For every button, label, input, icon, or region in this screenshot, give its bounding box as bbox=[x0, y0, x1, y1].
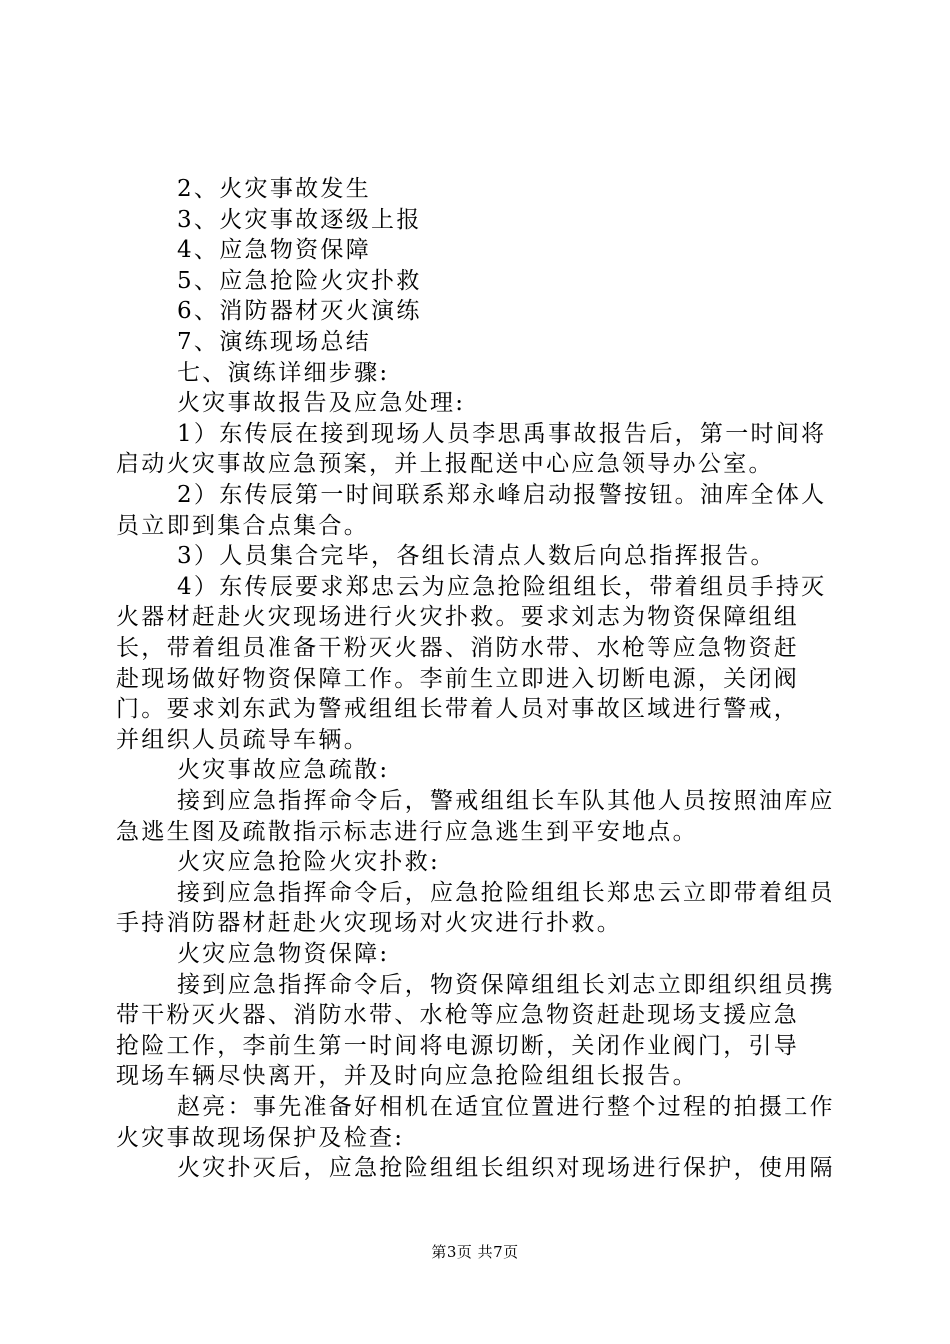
text-line: 手持消防器材赶赴火灾现场对火灾进行扑救。 bbox=[116, 910, 622, 937]
subsection-heading: 火灾事故报告及应急处理: bbox=[177, 390, 466, 417]
section-heading: 七、演练详细步骤: bbox=[177, 359, 390, 386]
text-line: 并组织人员疏导车辆。 bbox=[116, 726, 369, 753]
text-line: 2）东传辰第一时间联系郑永峰启动报警按钮。油库全体人 bbox=[177, 482, 827, 508]
subsection-heading: 火灾事故应急疏散: bbox=[177, 757, 390, 784]
text-line: 4）东传辰要求郑忠云为应急抢险组组长，带着组员手持灭 bbox=[177, 573, 827, 600]
text-line: 5、应急抢险火灾扑救 bbox=[177, 267, 422, 294]
text-line: 带干粉灭火器、消防水带、水枪等应急物资赶赴现场支援应急 bbox=[116, 1002, 800, 1029]
text-line: 赴现场做好物资保障工作。李前生立即进入切断电源，关闭阀 bbox=[116, 665, 800, 692]
text-line: 赵亮：事先准备好相机在适宜位置进行整个过程的拍摄工作 bbox=[177, 1094, 835, 1120]
text-line: 长，带着组员准备干粉灭火器、消防水带、水枪等应急物资赶 bbox=[116, 635, 800, 661]
text-line: 7、演练现场总结 bbox=[177, 329, 372, 355]
text-line: 1）东传辰在接到现场人员李思禹事故报告后，第一时间将 bbox=[177, 420, 827, 447]
subsection-heading: 火灾事故现场保护及检查: bbox=[116, 1124, 405, 1151]
text-line: 员立即到集合点集合。 bbox=[116, 512, 369, 539]
text-line: 2、火灾事故发生 bbox=[177, 176, 372, 202]
text-line: 3）人员集合完毕，各组长清点人数后向总指挥报告。 bbox=[177, 543, 776, 570]
text-line: 抢险工作，李前生第一时间将电源切断，关闭作业阀门，引导 bbox=[116, 1032, 800, 1059]
text-line: 6、消防器材灭火演练 bbox=[177, 298, 422, 325]
subsection-heading: 火灾应急抢险火灾扑救: bbox=[177, 849, 441, 876]
text-line: 火器材赶赴火灾现场进行火灾扑救。要求刘志为物资保障组组 bbox=[116, 604, 800, 631]
text-line: 现场车辆尽快离开，并及时向应急抢险组组长报告。 bbox=[116, 1063, 698, 1090]
subsection-heading: 火灾应急物资保障: bbox=[177, 941, 390, 967]
text-line: 门。要求刘东武为警戒组组长带着人员对事故区域进行警戒， bbox=[116, 696, 800, 723]
text-line: 3、火灾事故逐级上报 bbox=[177, 206, 422, 233]
text-line: 接到应急指挥命令后，物资保障组组长刘志立即组织组员携 bbox=[177, 971, 835, 998]
text-line: 急逃生图及疏散指示标志进行应急逃生到平安地点。 bbox=[116, 818, 698, 845]
text-line: 接到应急指挥命令后，应急抢险组组长郑忠云立即带着组员 bbox=[177, 879, 835, 906]
text-line: 4、应急物资保障 bbox=[177, 237, 372, 264]
text-line: 接到应急指挥命令后，警戒组组长车队其他人员按照油库应 bbox=[177, 788, 835, 814]
text-line: 火灾扑灭后，应急抢险组组长组织对现场进行保护，使用隔 bbox=[177, 1155, 835, 1182]
page-number: 第3页 共7页 bbox=[431, 1243, 519, 1261]
text-line: 启动火灾事故应急预案，并上报配送中心应急领导办公室。 bbox=[116, 451, 774, 478]
